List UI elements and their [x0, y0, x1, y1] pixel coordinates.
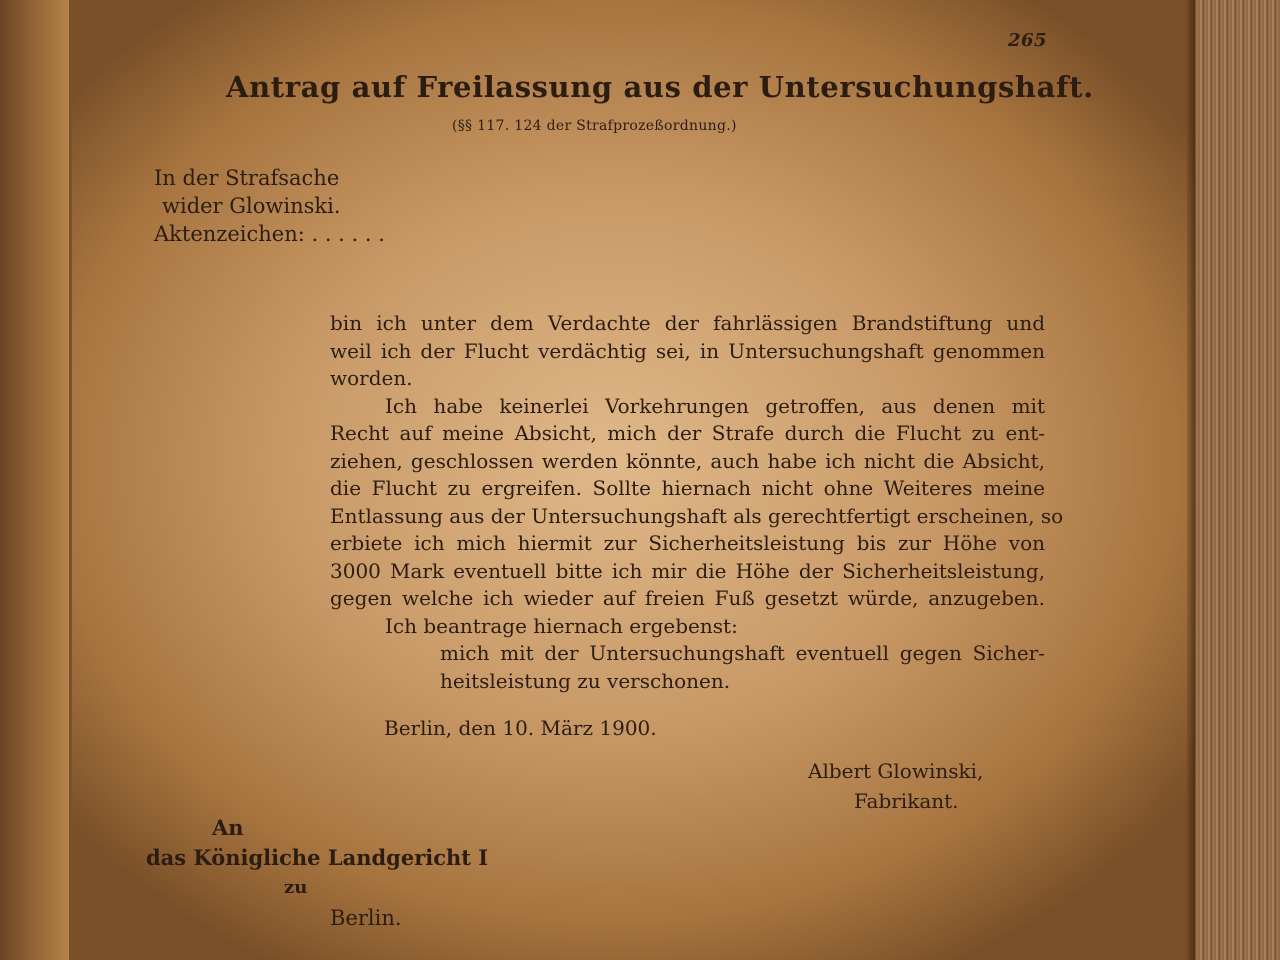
body-line: erbiete ich mich hiermit zur Sicherheitsleistung bis zur Höhe von — [330, 531, 1045, 555]
body-line: mich mit der Untersuchungshaft eventuell gegen Sicher- — [440, 641, 1045, 665]
body-line: bin ich unter dem Verdachte der fahrlässigen Brandstiftung und — [330, 311, 1045, 335]
book-gutter — [0, 0, 72, 960]
case-caption-line: wider Glowinski. — [162, 194, 341, 218]
page-number: 265 — [1008, 30, 1048, 51]
body-line: weil ich der Flucht verdächtig sei, in Untersuchungshaft genommen — [330, 338, 1045, 363]
address-city: Berlin. — [330, 906, 402, 930]
address-zu: zu — [284, 877, 308, 898]
signature-block — [808, 756, 983, 816]
petition-body — [330, 310, 1064, 695]
body-line: ziehen, geschlossen werden könnte, auch habe ich nicht die Absicht, — [330, 448, 1045, 473]
document-title: Antrag auf Freilassung aus der Untersuchungshaft. — [226, 70, 1094, 104]
recipient-address — [146, 813, 488, 933]
body-line: Ich habe keinerlei Vorkehrungen getroffen, aus denen mit — [385, 393, 1045, 418]
body-line: heitsleistung zu verschonen. — [440, 668, 731, 693]
body-line: Entlassung aus der Untersuchungshaft als gerechtfertigt erscheinen, so — [330, 503, 1064, 528]
body-line: worden. — [330, 366, 413, 390]
body-line: Recht auf meine Absicht, mich der Strafe durch die Flucht zu ent- — [330, 421, 1045, 445]
body-line: 3000 Mark eventuell bitte ich mir die Höhe der Sicherheitsleistung, — [330, 558, 1045, 583]
body-line: Ich beantrage hiernach ergebenst: — [385, 613, 738, 638]
document-subtitle: (§§ 117. 124 der Strafprozeßordnung.) — [452, 118, 737, 134]
case-caption — [154, 164, 385, 248]
signer-name: Albert Glowinski, — [808, 759, 984, 783]
address-court: das Königliche Landgericht I — [146, 845, 489, 870]
case-reference: Aktenzeichen: . . . . . . — [154, 222, 385, 246]
place-date-line: Berlin, den 10. März 1900. — [384, 716, 657, 740]
body-line: die Flucht zu ergreifen. Sollte hiernach nicht ohne Weiteres meine — [330, 476, 1045, 500]
signer-role: Fabrikant. — [854, 789, 959, 813]
address-an: An — [212, 815, 244, 840]
page-edges — [1195, 0, 1280, 960]
body-line: gegen welche ich wieder auf freien Fuß gesetzt würde, anzugeben. — [330, 586, 1045, 610]
case-caption-line: In der Strafsache — [154, 166, 340, 190]
